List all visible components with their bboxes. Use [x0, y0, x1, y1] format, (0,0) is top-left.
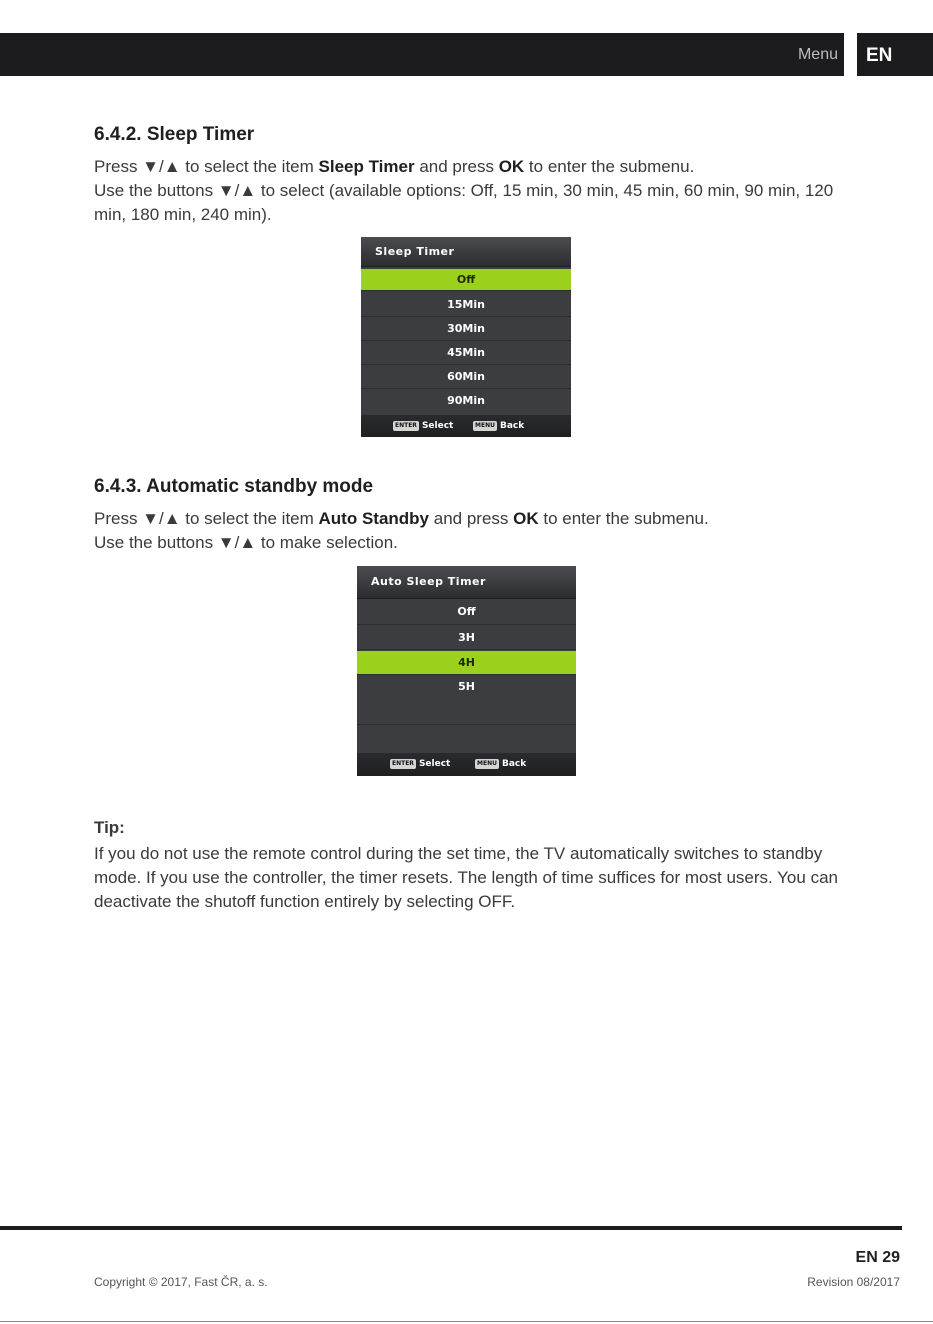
- header-section-label: Menu: [797, 46, 838, 63]
- language-badge: EN: [857, 33, 933, 76]
- instruction-key: OK: [498, 157, 525, 176]
- instruction-item: Auto Standby: [318, 509, 430, 528]
- enter-key-icon: ENTER: [395, 421, 417, 429]
- footer-select-label: Select: [418, 759, 451, 769]
- menu-option-45min[interactable]: 45Min: [361, 341, 571, 365]
- footer-select-hint: [393, 415, 453, 437]
- sleep-timer-instructions: [94, 155, 854, 227]
- instruction-text: and press: [414, 157, 499, 176]
- instruction-key: OK: [513, 509, 539, 528]
- menu-option-empty: [357, 725, 576, 753]
- menu-footer: [357, 753, 576, 776]
- menu-option-30min[interactable]: 30Min: [361, 317, 571, 341]
- sleep-timer-menu: [361, 237, 571, 437]
- instruction-text: Press ▼/▲ to select the item: [94, 157, 319, 176]
- page-bottom-divider: [0, 1321, 933, 1322]
- auto-sleep-timer-menu: [357, 566, 576, 776]
- sleep-timer-heading: 6.4.2. Sleep Timer: [94, 124, 255, 145]
- instruction-item: Sleep Timer: [318, 157, 415, 176]
- tip-text: If you do not use the remote control during the set time, the TV automatically switches to standby mode. If you use the controller, the timer resets. The length of time suffices for most users. You can deactivate the shutoff function entirely by selecting OFF.: [94, 844, 838, 911]
- menu-option-off[interactable]: Off: [361, 269, 571, 291]
- instruction-text: and press: [429, 509, 514, 528]
- footer-select-hint: [390, 753, 450, 776]
- menu-option-5h[interactable]: 5H: [357, 675, 576, 725]
- tip-label: Tip:: [94, 818, 125, 837]
- tip-section: [94, 808, 839, 914]
- page-number: EN 29: [855, 1249, 900, 1266]
- sleep-timer-section: [94, 124, 854, 227]
- menu-key-icon: MENU: [477, 759, 497, 767]
- menu-title-bar: [361, 237, 571, 267]
- revision-label: Revision 08/2017: [807, 1275, 900, 1289]
- auto-standby-section: [94, 476, 854, 555]
- instruction-text: Use the buttons ▼/▲ to make selection.: [94, 533, 398, 552]
- header-bar: [0, 33, 844, 76]
- enter-key-icon: ENTER: [392, 759, 414, 767]
- auto-standby-heading: 6.4.3. Automatic standby mode: [94, 476, 374, 497]
- auto-standby-instructions: [94, 507, 854, 555]
- menu-footer: [361, 415, 571, 437]
- menu-title: Sleep Timer: [375, 245, 455, 258]
- instruction-text: Use the buttons ▼/▲ to select (available options: Off, 15 min, 30 min, 45 min, 60 min, 90 min, 120 min, 180 min, 240 min).: [94, 181, 834, 224]
- menu-option-4h[interactable]: 4H: [357, 651, 576, 675]
- copyright-notice: Copyright © 2017, Fast ČR, a. s.: [94, 1275, 268, 1289]
- instruction-text: to enter the submenu.: [524, 157, 695, 176]
- footer-back-label: Back: [499, 421, 525, 431]
- menu-key-icon: MENU: [475, 421, 495, 429]
- menu-title-bar: [357, 566, 576, 599]
- menu-option-90min[interactable]: 90Min: [447, 394, 485, 407]
- footer-back-hint: [473, 415, 524, 437]
- footer-divider: [0, 1226, 902, 1230]
- instruction-text: Press ▼/▲ to select the item: [94, 509, 319, 528]
- instruction-text: to enter the submenu.: [538, 509, 709, 528]
- menu-title: Auto Sleep Timer: [371, 575, 486, 588]
- menu-option-60min[interactable]: 60Min: [361, 365, 571, 389]
- menu-option-15min[interactable]: 15Min: [361, 293, 571, 317]
- footer-back-hint: [475, 753, 526, 776]
- menu-option-off[interactable]: Off: [357, 599, 576, 625]
- footer-back-label: Back: [501, 759, 527, 769]
- menu-option-3h[interactable]: 3H: [357, 625, 576, 650]
- footer-select-label: Select: [421, 421, 454, 431]
